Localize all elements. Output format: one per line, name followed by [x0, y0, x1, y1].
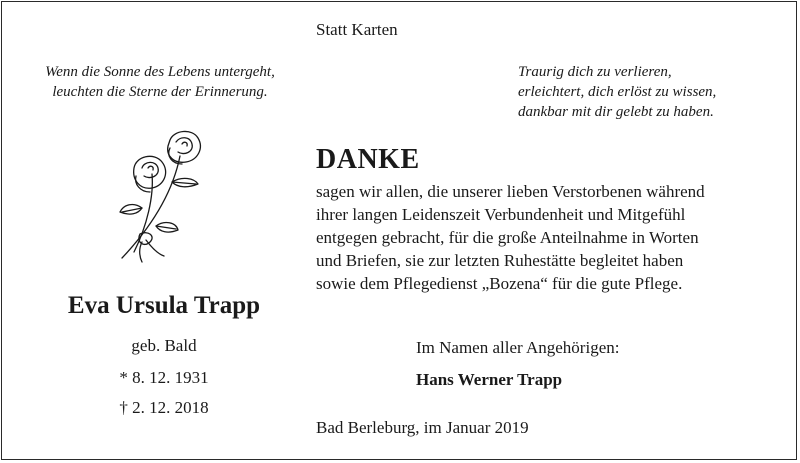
place-date: Bad Berleburg, im Januar 2019 — [316, 418, 529, 437]
deceased-name: Eva Ursula Trapp — [67, 292, 261, 319]
birth-date: * 8. 12. 1931 — [119, 368, 209, 387]
message-line: sowie dem Pflegedienst „Bozena“ für die gute Pflege. — [316, 274, 683, 293]
header-statt-karten: Statt Karten — [316, 20, 398, 39]
quote-left — [24, 62, 296, 102]
message-line: entgegen gebracht, für die große Anteilnahme in Worten — [316, 228, 699, 247]
quote-right-line: dankbar mit dir gelebt zu haben. — [518, 104, 714, 120]
thanks-heading: DANKE — [316, 144, 420, 175]
death-date: † 2. 12. 2018 — [119, 398, 209, 417]
maiden-name: geb. Bald — [131, 336, 197, 355]
message-line: sagen wir allen, die unserer lieben Verstorbenen während — [316, 182, 705, 201]
message-line: ihrer langen Leidenszeit Verbundenheit und Mitgefühl — [316, 205, 686, 224]
rose-icon — [112, 126, 222, 266]
quote-left-line: leuchten die Sterne der Erinnerung. — [52, 84, 268, 100]
quote-right — [518, 62, 716, 122]
quote-left-line: Wenn die Sonne des Lebens untergeht, — [45, 64, 275, 80]
signature-intro: Im Namen aller Angehörigen: — [416, 338, 620, 357]
message-line: und Briefen, sie zur letzten Ruhestätte begleitet haben — [316, 251, 684, 270]
signature-name: Hans Werner Trapp — [416, 370, 563, 389]
quote-right-line: Traurig dich zu verlieren, — [518, 64, 672, 80]
thanks-message — [316, 180, 705, 295]
quote-right-line: erleichtert, dich erlöst zu wissen, — [518, 84, 717, 100]
